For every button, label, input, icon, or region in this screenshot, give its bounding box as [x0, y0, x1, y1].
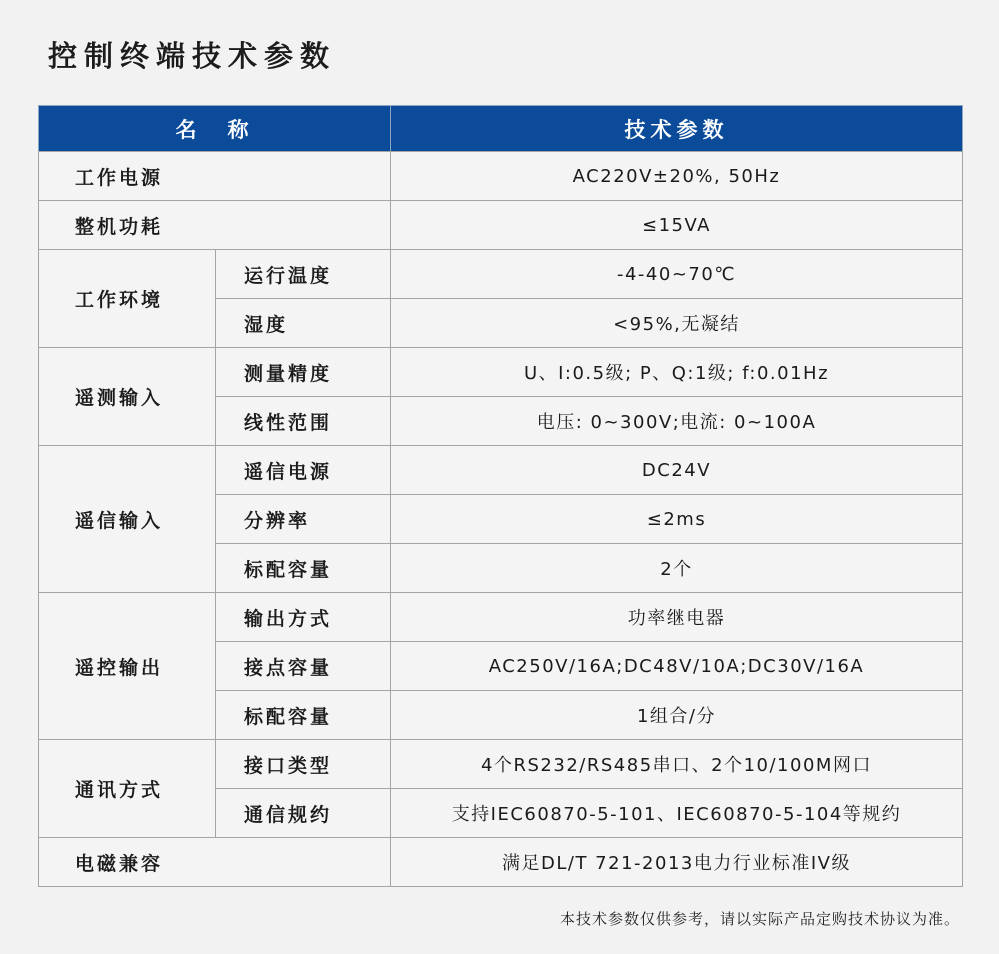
row-value: ≤15VA: [391, 201, 963, 250]
row-param: 遥信电源: [216, 446, 391, 495]
row-value: 电压: 0~300V;电流: 0~100A: [391, 397, 963, 446]
row-param: 线性范围: [216, 397, 391, 446]
row-param: 标配容量: [216, 691, 391, 740]
group-name-telemetry-input: 遥测输入: [39, 348, 216, 446]
table-row-power-supply: [39, 152, 963, 201]
group-name-telecontrol-output: 遥控输出: [39, 593, 216, 740]
row-param: 湿度: [216, 299, 391, 348]
table-row-emc: [39, 838, 963, 887]
row-param: 测量精度: [216, 348, 391, 397]
spec-table: [38, 105, 963, 887]
footnote: 本技术参数仅供参考，请以实际产品定购技术协议为准。: [559, 910, 960, 928]
group-name-telesignal-input: 遥信输入: [39, 446, 216, 593]
row-value: AC250V/16A;DC48V/10A;DC30V/16A: [391, 642, 963, 691]
row-param: 输出方式: [216, 593, 391, 642]
row-value: U、I:0.5级; P、Q:1级; f:0.01Hz: [391, 348, 963, 397]
row-name: 工作电源: [39, 152, 391, 201]
row-name: 电磁兼容: [39, 838, 391, 887]
row-value: 1组合/分: [391, 691, 963, 740]
table-row-power-consumption: [39, 201, 963, 250]
row-value: DC24V: [391, 446, 963, 495]
column-header-name: 名 称: [39, 106, 391, 152]
row-value: 功率继电器: [391, 593, 963, 642]
row-param: 标配容量: [216, 544, 391, 593]
table-row-environment-temperature: [39, 250, 963, 299]
row-param: 分辨率: [216, 495, 391, 544]
row-value: -4-40~70℃: [391, 250, 963, 299]
table-row-telesignal-power: [39, 446, 963, 495]
table-row-telemetry-accuracy: [39, 348, 963, 397]
table-header-row: [39, 106, 963, 152]
row-value: AC220V±20%, 50Hz: [391, 152, 963, 201]
row-param: 接口类型: [216, 740, 391, 789]
group-name-working-environment: 工作环境: [39, 250, 216, 348]
row-value: <95%,无凝结: [391, 299, 963, 348]
table-row-comm-interface: [39, 740, 963, 789]
column-header-params: 技术参数: [391, 106, 963, 152]
row-value: 2个: [391, 544, 963, 593]
row-name: 整机功耗: [39, 201, 391, 250]
row-value: ≤2ms: [391, 495, 963, 544]
row-value: 满足DL/T 721-2013电力行业标准IV级: [391, 838, 963, 887]
row-param: 运行温度: [216, 250, 391, 299]
row-param: 通信规约: [216, 789, 391, 838]
table-row-telecontrol-output-mode: [39, 593, 963, 642]
row-value: 4个RS232/RS485串口、2个10/100M网口: [391, 740, 963, 789]
row-param: 接点容量: [216, 642, 391, 691]
group-name-communication: 通讯方式: [39, 740, 216, 838]
page-title: 控制终端技术参数: [48, 39, 337, 73]
row-value: 支持IEC60870-5-101、IEC60870-5-104等规约: [391, 789, 963, 838]
